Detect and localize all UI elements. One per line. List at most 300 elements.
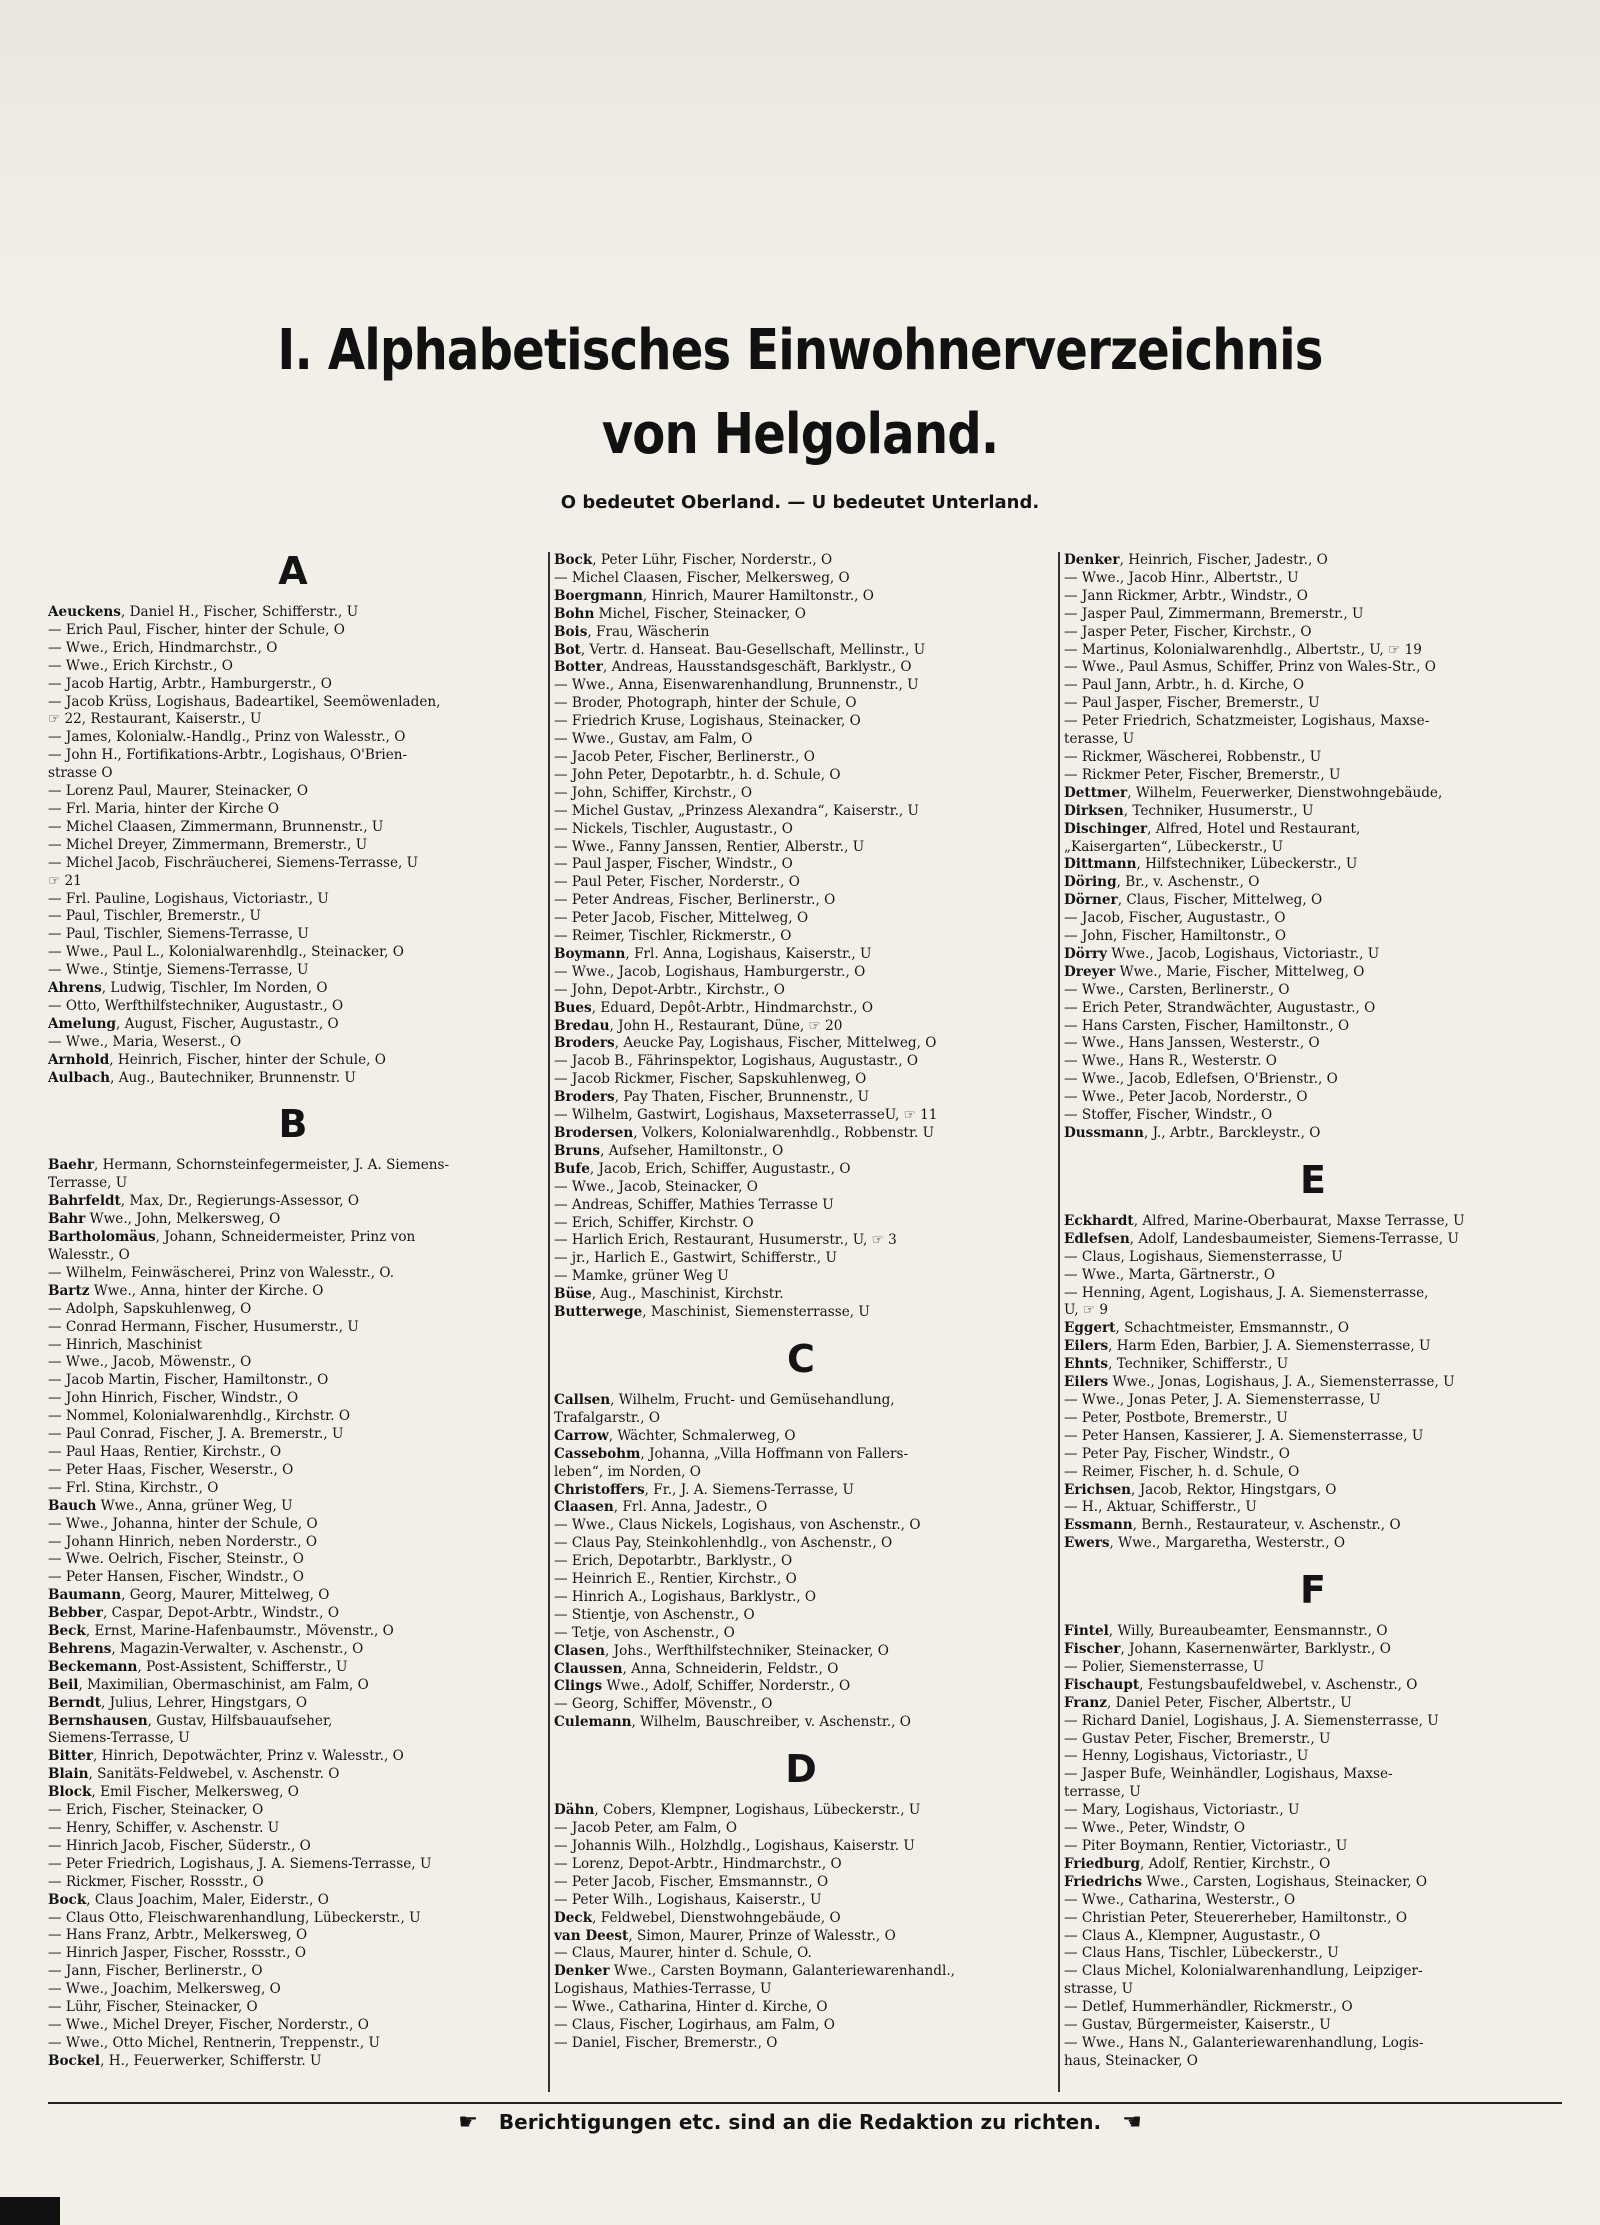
entry-details: — Paul, Tischler, Bremerstr., U <box>48 908 261 925</box>
directory-entry <box>554 695 1048 713</box>
directory-entry <box>554 1696 1048 1714</box>
entry-details: strasse O <box>48 765 113 782</box>
entry-details: , Adolf, Rentier, Kirchstr., O <box>1139 1855 1331 1872</box>
directory-entry <box>554 964 1048 982</box>
entry-details: — Wwe., Carsten, Berlinerstr., O <box>1064 981 1290 998</box>
directory-entry <box>1064 1659 1562 1677</box>
directory-entry <box>1064 588 1562 606</box>
directory-entry <box>48 676 538 694</box>
directory-entry <box>1064 928 1562 946</box>
entry-details: — Paul Conrad, Fischer, J. A. Bremerstr., U <box>48 1426 344 1443</box>
directory-entry <box>554 1053 1048 1071</box>
entry-details: — Wwe., Jacob, Logishaus, Hamburgerstr., O <box>554 963 866 980</box>
directory-entry <box>48 1802 538 1820</box>
entry-details: — Claus, Maurer, hinter d. Schule, O. <box>554 1945 812 1962</box>
directory-entry <box>1064 803 1562 821</box>
directory-entry <box>1064 1641 1562 1659</box>
entry-details: — Paul Jann, Arbtr., h. d. Kirche, O <box>1064 677 1305 694</box>
surname: Denker <box>554 1963 610 1980</box>
entry-details: , Hinrich, Depotwächter, Prinz v. Walesstr., O <box>93 1748 404 1765</box>
entry-details: — Hans Carsten, Fischer, Hamiltonstr., O <box>1064 1017 1350 1034</box>
directory-entry <box>48 2053 538 2071</box>
directory-entry <box>1064 892 1562 910</box>
directory-entry <box>48 1408 538 1426</box>
entry-details: — Peter Andreas, Fischer, Berlinerstr., O <box>554 892 836 909</box>
entry-details: , Jacob, Erich, Schiffer, Augustastr., O <box>589 1160 851 1177</box>
entry-details: — Martinus, Kolonialwarenhdlg., Albertstr., U, ☞ 19 <box>1064 641 1422 658</box>
directory-entry <box>1064 749 1562 767</box>
entry-details: — Tetje, von Aschenstr., O <box>554 1624 735 1641</box>
directory-entry <box>1064 1623 1562 1641</box>
entry-details: , August, Fischer, Augustastr., O <box>116 1015 339 1032</box>
surname: Culemann <box>554 1714 632 1731</box>
directory-entry <box>48 1211 538 1229</box>
directory-entry <box>48 1444 538 1462</box>
directory-entry <box>554 552 1048 570</box>
directory-entry <box>1064 570 1562 588</box>
entry-details: — Stoffer, Fischer, Windstr., O <box>1064 1107 1273 1124</box>
surname: Callsen <box>554 1391 611 1408</box>
surname: Dittmann <box>1064 856 1137 873</box>
directory-entry <box>1064 1695 1562 1713</box>
section-letter: C <box>787 1336 815 1381</box>
directory-entry <box>48 873 538 891</box>
entry-details: , Caspar, Depot-Arbtr., Windstr., O <box>102 1605 339 1622</box>
directory-entry <box>554 588 1048 606</box>
entry-details: — Conrad Hermann, Fischer, Husumerstr., U <box>48 1318 359 1335</box>
entry-details: „Kaisergarten“, Lübeckerstr., U <box>1064 838 1284 855</box>
entry-details: , Pay Thaten, Fischer, Brunnenstr., U <box>614 1089 870 1106</box>
directory-entry <box>48 1623 538 1641</box>
surname: Ahrens <box>48 980 102 997</box>
entry-details: Logishaus, Mathies-Terrasse, U <box>554 1981 772 1998</box>
surname: Bues <box>554 999 592 1016</box>
surname: Behrens <box>48 1640 112 1657</box>
directory-entry <box>1064 713 1562 731</box>
entry-details: Wwe., Carsten Boymann, Galanteriewarenhandl., <box>609 1963 955 1980</box>
entry-details: terrasse, U <box>1064 1784 1141 1801</box>
directory-entry <box>48 1390 538 1408</box>
directory-entry <box>48 622 538 640</box>
entry-details: ☞ 22, Restaurant, Kaiserstr., U <box>48 711 262 728</box>
directory-entry <box>554 1197 1048 1215</box>
directory-entry <box>48 1319 538 1337</box>
directory-entry <box>554 1250 1048 1268</box>
entry-details: — Peter Jacob, Fischer, Emsmannstr., O <box>554 1873 829 1890</box>
surname: Bois <box>554 623 588 640</box>
entry-details: — Jacob, Fischer, Augustastr., O <box>1064 910 1286 927</box>
surname: Denker <box>1064 552 1120 568</box>
directory-entry <box>554 1963 1048 1981</box>
entry-details: — Henny, Logishaus, Victoriastr., U <box>1064 1748 1309 1765</box>
entry-details: Trafalgarstr., O <box>554 1409 661 1426</box>
entry-details: — Wwe., Catharina, Westerstr., O <box>1064 1891 1296 1908</box>
entry-details: , Sanitäts-Feldwebel, v. Aschenstr. O <box>88 1766 340 1783</box>
entry-details: — Wwe., Paul Asmus, Schiffer, Prinz von Wales-Str., O <box>1064 659 1436 676</box>
directory-entry <box>1064 1285 1562 1303</box>
directory-entry <box>48 2017 538 2035</box>
directory-entry <box>554 1910 1048 1928</box>
entry-details: , Johann, Schneidermeister, Prinz von <box>155 1229 416 1246</box>
section-letter: B <box>278 1102 308 1147</box>
section-letter: E <box>1300 1157 1326 1202</box>
entry-details: Wwe., John, Melkersweg, O <box>85 1211 281 1228</box>
directory-entry <box>554 1268 1048 1286</box>
directory-entry <box>554 892 1048 910</box>
directory-entry <box>48 1730 538 1748</box>
directory-entry <box>554 677 1048 695</box>
entry-details: , Max, Dr., Regierungs-Assessor, O <box>120 1193 360 1210</box>
directory-entry <box>48 1910 538 1928</box>
directory-entry <box>554 1856 1048 1874</box>
surname: Boergmann <box>554 587 643 604</box>
page-title: I. Alphabetisches Einwohnerverzeichnis <box>277 318 1323 383</box>
entry-details: , Harm Eden, Barbier, J. A. Siemensterrasse, U <box>1108 1338 1431 1355</box>
directory-entry <box>48 1193 538 1211</box>
surname: Boymann <box>554 945 626 962</box>
directory-column-2 <box>554 552 1048 2053</box>
surname: Franz <box>1064 1694 1107 1711</box>
directory-entry <box>1064 874 1562 892</box>
surname: Bauch <box>48 1497 97 1514</box>
directory-entry <box>48 1480 538 1498</box>
directory-entry <box>1064 1820 1562 1838</box>
surname: Friedburg <box>1064 1855 1140 1872</box>
entry-details: , Maximilian, Obermaschinist, am Falm, O <box>78 1676 369 1693</box>
directory-entry <box>1064 1053 1562 1071</box>
directory-entry <box>48 980 538 998</box>
directory-entry <box>554 1000 1048 1018</box>
directory-entry <box>554 642 1048 660</box>
entry-details: — Jacob Peter, Fischer, Berlinerstr., O <box>554 748 815 765</box>
directory-entry <box>554 1535 1048 1553</box>
directory-entry <box>554 1928 1048 1946</box>
entry-details: — Wwe., Paul L., Kolonialwarenhdlg., Steinacker, O <box>48 944 404 961</box>
directory-entry <box>1064 2017 1562 2035</box>
directory-entry <box>1064 1428 1562 1446</box>
entry-details: — Jasper Peter, Fischer, Kirchstr., O <box>1064 623 1312 640</box>
directory-entry <box>1064 1410 1562 1428</box>
entry-details: U, ☞ 9 <box>1064 1302 1109 1319</box>
surname: Blain <box>48 1766 89 1783</box>
directory-entry <box>554 1446 1048 1464</box>
entry-details: , Anna, Schneiderin, Feldstr., O <box>622 1660 839 1677</box>
surname: Amelung <box>48 1015 117 1032</box>
surname: Eggert <box>1064 1320 1116 1337</box>
surname: Eilers <box>1064 1338 1109 1355</box>
column-divider <box>548 552 550 2092</box>
surname: Bufe <box>554 1160 590 1177</box>
entry-details: — Jasper Paul, Zimmermann, Bremerstr., U <box>1064 605 1364 622</box>
directory-entry <box>48 1301 538 1319</box>
surname: Fischaupt <box>1064 1676 1140 1693</box>
entry-details: Wwe., Carsten, Logishaus, Steinacker, O <box>1142 1873 1428 1890</box>
entry-details: — Michel Jacob, Fischräucherei, Siemens-Terrasse, U <box>48 854 419 871</box>
directory-entry <box>1064 1910 1562 1928</box>
entry-details: Wwe., Marie, Fischer, Mittelweg, O <box>1115 963 1365 980</box>
entry-details: — Wwe., Michel Dreyer, Fischer, Norderstr., O <box>48 2016 369 2033</box>
directory-entry <box>554 1981 1048 1999</box>
entry-details: — John, Depot-Arbtr., Kirchstr., O <box>554 981 785 998</box>
directory-entry <box>48 1784 538 1802</box>
entry-details: , Simon, Maurer, Prinze of Walesstr., O <box>628 1927 896 1944</box>
directory-entry <box>1064 1945 1562 1963</box>
directory-entry <box>1064 785 1562 803</box>
directory-entry <box>48 1516 538 1534</box>
directory-entry <box>48 855 538 873</box>
entry-details: , Vertr. d. Hanseat. Bau-Gesellschaft, Mellinstr., U <box>580 641 926 658</box>
surname: Bruns <box>554 1142 601 1159</box>
entry-details: — Wwe., Hans R., Westerstr. O <box>1064 1053 1277 1070</box>
directory-entry <box>48 2035 538 2053</box>
entry-details: — Wwe., Hans N., Galanteriewarenhandlung, Logis- <box>1064 2034 1424 2051</box>
directory-entry <box>48 1265 538 1283</box>
surname: Clasen <box>554 1642 605 1659</box>
entry-details: — Jacob B., Fährinspektor, Logishaus, Augustastr., O <box>554 1053 919 1070</box>
directory-entry <box>1064 642 1562 660</box>
directory-entry <box>48 694 538 712</box>
entry-details: , Claus, Fischer, Mittelweg, O <box>1117 892 1323 909</box>
directory-entry <box>48 711 538 729</box>
entry-details: — Wwe., Fanny Janssen, Rentier, Alberstr., U <box>554 838 865 855</box>
directory-entry <box>554 1678 1048 1696</box>
directory-entry <box>1064 695 1562 713</box>
entry-details: Walesstr., O <box>48 1247 130 1263</box>
directory-entry <box>48 1016 538 1034</box>
directory-entry <box>1064 606 1562 624</box>
entry-details: , Wilhelm, Frucht- und Gemüsehandlung, <box>610 1391 895 1408</box>
entry-details: — Peter Wilh., Logishaus, Kaiserstr., U <box>554 1891 822 1908</box>
directory-entry <box>1064 1482 1562 1500</box>
entry-details: — Wwe., Hans Janssen, Westerstr., O <box>1064 1035 1320 1052</box>
directory-entry <box>48 1713 538 1731</box>
entry-details: Wwe., Jacob, Logishaus, Victoriastr., U <box>1107 945 1380 962</box>
entry-details: — Paul, Tischler, Siemens-Terrasse, U <box>48 926 309 943</box>
directory-entry <box>554 1161 1048 1179</box>
entry-details: — Peter Jacob, Fischer, Mittelweg, O <box>554 910 809 927</box>
entry-details: — Wwe., Marta, Gärtnerstr., O <box>1064 1266 1276 1283</box>
entry-details: Michel, Fischer, Steinacker, O <box>594 605 806 622</box>
entry-details: , Techniker, Husumerstr., U <box>1123 802 1314 819</box>
entry-details: , Alfred, Hotel und Restaurant, <box>1147 820 1361 837</box>
directory-entry <box>1064 1464 1562 1482</box>
directory-entry <box>554 1607 1048 1625</box>
directory-entry <box>554 1304 1048 1322</box>
entry-details: , Ernst, Marine-Hafenbaumstr., Mövenstr., O <box>85 1623 394 1640</box>
entry-details: — Nommel, Kolonialwarenhdlg., Kirchstr. O <box>48 1408 350 1425</box>
directory-entry <box>554 1571 1048 1589</box>
entry-details: — Peter Hansen, Fischer, Windstr., O <box>48 1569 304 1586</box>
entry-details: , Peter Lühr, Fischer, Norderstr., O <box>592 552 833 568</box>
directory-entry <box>48 1587 538 1605</box>
directory-entry <box>1064 1499 1562 1517</box>
directory-entry <box>554 1661 1048 1679</box>
entry-details: , Emil Fischer, Melkersweg, O <box>91 1784 299 1801</box>
directory-entry <box>1064 1517 1562 1535</box>
entry-details: , Willy, Bureaubeamter, Eensmannstr., O <box>1108 1623 1388 1640</box>
entry-details: — Rickmer Peter, Fischer, Bremerstr., U <box>1064 766 1341 783</box>
directory-entry <box>1064 1731 1562 1749</box>
surname: Dussmann <box>1064 1125 1144 1141</box>
surname: Claussen <box>554 1660 623 1677</box>
directory-entry <box>48 1999 538 2017</box>
directory-entry <box>1064 2035 1562 2053</box>
surname: Ewers <box>1064 1535 1110 1552</box>
entry-details: , Aug., Maschinist, Kirchstr. <box>591 1286 784 1303</box>
entry-details: — Peter Friedrich, Schatzmeister, Logishaus, Maxse- <box>1064 713 1430 730</box>
entry-details: — Friedrich Kruse, Logishaus, Steinacker, O <box>554 713 861 730</box>
entry-details: — Erich, Depotarbtr., Barklystr., O <box>554 1553 793 1570</box>
directory-entry <box>48 765 538 783</box>
directory-entry <box>1064 1018 1562 1036</box>
directory-entry <box>48 1981 538 1999</box>
entry-details: — Wwe., Joachim, Melkersweg, O <box>48 1981 281 1998</box>
surname: Dreyer <box>1064 963 1116 980</box>
entry-details: , Heinrich, Fischer, hinter der Schule, O <box>109 1051 386 1068</box>
entry-details: , Schachtmeister, Emsmannstr., O <box>1115 1320 1349 1337</box>
entry-details: — Wilhelm, Gastwirt, Logishaus, MaxseterrasseU, ☞ 11 <box>554 1107 938 1124</box>
entry-details: — Hinrich, Maschinist <box>48 1336 202 1353</box>
surname: Clings <box>554 1678 603 1695</box>
directory-entry <box>554 1286 1048 1304</box>
pointing-hand-icon: ☛ <box>458 2110 478 2135</box>
entry-details: — Wwe., Peter Jacob, Norderstr., O <box>1064 1089 1308 1106</box>
directory-entry <box>1064 659 1562 677</box>
directory-entry <box>1064 982 1562 1000</box>
footer-note <box>0 2110 1600 2135</box>
entry-details: , Frl. Anna, Logishaus, Kaiserstr., U <box>625 945 872 962</box>
entry-details: , Claus Joachim, Maler, Eiderstr., O <box>86 1891 329 1908</box>
directory-entry <box>554 946 1048 964</box>
surname: Bredau <box>554 1017 610 1034</box>
entry-details: , Br., v. Aschenstr., O <box>1116 874 1260 891</box>
entry-details: Wwe., Anna, hinter der Kirche. O <box>89 1282 324 1299</box>
entry-details: — Wwe., Jacob, Steinacker, O <box>554 1178 758 1195</box>
entry-details: — Lorenz Paul, Maurer, Steinacker, O <box>48 783 308 800</box>
entry-details: — Paul Jasper, Fischer, Bremerstr., U <box>1064 695 1320 712</box>
directory-entry <box>1064 1267 1562 1285</box>
directory-entry <box>48 1337 538 1355</box>
entry-details: — Mamke, grüner Weg U <box>554 1268 729 1285</box>
directory-entry <box>48 1927 538 1945</box>
directory-entry <box>1064 1999 1562 2017</box>
entry-details: Wwe., Jonas, Logishaus, J. A., Siemensterrasse, U <box>1108 1374 1455 1391</box>
entry-details: — Claus Hans, Tischler, Lübeckerstr., U <box>1064 1945 1339 1962</box>
entry-details: , Magazin-Verwalter, v. Aschenstr., O <box>111 1640 364 1657</box>
directory-entry <box>1064 1766 1562 1784</box>
directory-entry <box>1064 839 1562 857</box>
entry-details: — Michel Claasen, Zimmermann, Brunnenstr., U <box>48 818 384 835</box>
surname: Dähn <box>554 1802 595 1819</box>
directory-entry <box>1064 946 1562 964</box>
entry-details: Wwe., Adolf, Schiffer, Norderstr., O <box>602 1678 851 1695</box>
directory-entry <box>1064 1446 1562 1464</box>
entry-details: — Jacob Hartig, Arbtr., Hamburgerstr., O <box>48 675 332 692</box>
entry-details: , Cobers, Klempner, Logishaus, Lübeckerstr., U <box>594 1802 921 1819</box>
entry-details: — Stientje, von Aschenstr., O <box>554 1606 755 1623</box>
entry-details: — Hinrich Jasper, Fischer, Rossstr., O <box>48 1945 307 1962</box>
directory-entry <box>1064 1000 1562 1018</box>
directory-entry <box>48 1766 538 1784</box>
directory-entry <box>1064 1535 1562 1553</box>
directory-entry <box>48 1426 538 1444</box>
directory-entry <box>1064 1981 1562 1999</box>
surname: Erichsen <box>1064 1481 1132 1498</box>
entry-details: — Erich Paul, Fischer, hinter der Schule, O <box>48 621 345 638</box>
entry-details: , Ludwig, Tischler, Im Norden, O <box>101 980 328 997</box>
surname: Block <box>48 1784 92 1801</box>
entry-details: — Michel Claasen, Fischer, Melkersweg, O <box>554 569 850 586</box>
directory-entry <box>1064 624 1562 642</box>
entry-details: — John Peter, Depotarbtr., h. d. Schule, O <box>554 766 841 783</box>
surname: Dörry <box>1064 945 1108 962</box>
directory-entry <box>554 1643 1048 1661</box>
entry-details: — Reimer, Tischler, Rickmerstr., O <box>554 928 792 945</box>
entry-details: — Peter Haas, Fischer, Weserstr., O <box>48 1461 294 1478</box>
surname: Claasen <box>554 1499 614 1516</box>
surname: Bock <box>48 1891 87 1908</box>
surname: Broders <box>554 1035 615 1052</box>
directory-entry <box>554 982 1048 1000</box>
directory-entry <box>48 658 538 676</box>
entry-details: , Eduard, Depôt-Arbtr., Hindmarchstr., O <box>591 999 874 1016</box>
entry-details: — Paul Peter, Fischer, Norderstr., O <box>554 874 800 891</box>
directory-entry <box>48 1569 538 1587</box>
entry-details: — Frl. Maria, hinter der Kirche O <box>48 800 280 817</box>
entry-details: — H., Aktuar, Schifferstr., U <box>1064 1499 1257 1516</box>
directory-entry <box>554 1125 1048 1143</box>
directory-entry <box>554 749 1048 767</box>
directory-entry <box>554 1625 1048 1643</box>
surname: Eckhardt <box>1064 1212 1134 1229</box>
directory-entry <box>554 928 1048 946</box>
directory-entry <box>48 1551 538 1569</box>
entry-details: — Michel Dreyer, Zimmermann, Bremerstr., U <box>48 836 368 853</box>
directory-entry <box>554 767 1048 785</box>
entry-details: — Heinrich E., Rentier, Kirchstr., O <box>554 1571 797 1588</box>
entry-details: — Wwe., Peter, Windstr, O <box>1064 1820 1246 1837</box>
entry-details: — Harlich Erich, Restaurant, Husumerstr., U, ☞ 3 <box>554 1232 897 1249</box>
directory-entry <box>1064 1677 1562 1695</box>
page-subtitle: von Helgoland. <box>601 402 999 467</box>
directory-entry <box>48 1372 538 1390</box>
directory-entry <box>1064 1856 1562 1874</box>
entry-details: — Rickmer, Wäscherei, Robbenstr., U <box>1064 748 1322 765</box>
surname: Büse <box>554 1286 592 1303</box>
entry-details: — Otto, Werfthilfstechniker, Augustastr., O <box>48 997 344 1014</box>
directory-entry <box>48 908 538 926</box>
entry-details: — Johannis Wilh., Holzhdlg., Logishaus, Kaiserstr. U <box>554 1838 915 1854</box>
directory-entry <box>48 1354 538 1372</box>
surname: Beil <box>48 1676 79 1693</box>
entry-details: — Hans Franz, Arbtr., Melkersweg, O <box>48 1927 308 1944</box>
entry-details: — Jasper Bufe, Weinhändler, Logishaus, Maxse- <box>1064 1766 1393 1783</box>
entry-details: , Gustav, Hilfsbauaufseher, <box>147 1712 333 1729</box>
directory-entry <box>1064 1892 1562 1910</box>
entry-details: terasse, U <box>1064 731 1135 748</box>
directory-entry <box>48 1838 538 1856</box>
directory-entry <box>1064 1874 1562 1892</box>
directory-entry <box>554 606 1048 624</box>
entry-details: — John, Fischer, Hamiltonstr., O <box>1064 928 1287 945</box>
surname: Brodersen <box>554 1125 634 1141</box>
directory-entry <box>554 821 1048 839</box>
entry-details: — Wilhelm, Feinwäscherei, Prinz von Walesstr., O. <box>48 1264 395 1281</box>
directory-entry <box>554 659 1048 677</box>
entry-details: , Frl. Anna, Jadestr., O <box>613 1499 768 1516</box>
directory-entry <box>48 1677 538 1695</box>
directory-entry <box>1064 1338 1562 1356</box>
